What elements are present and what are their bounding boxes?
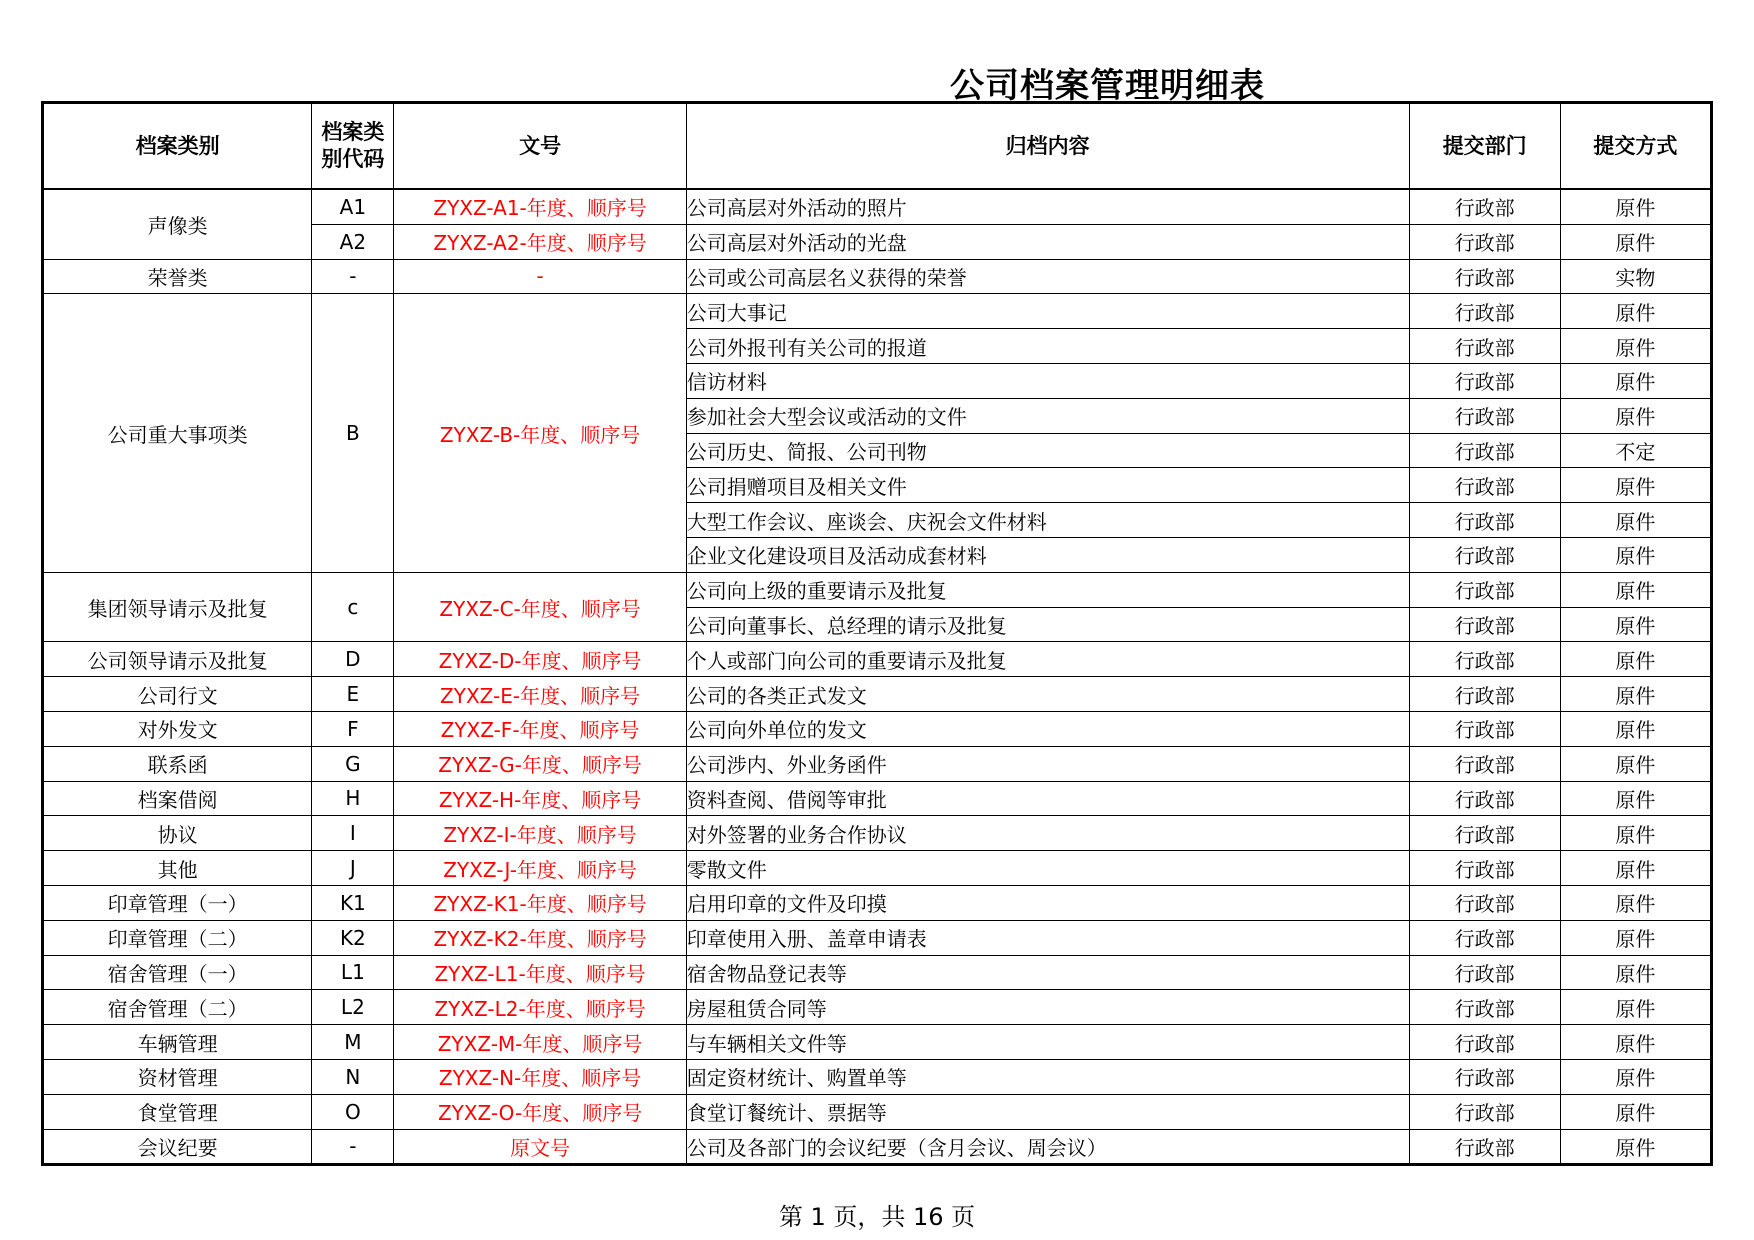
method-cell: 原件 bbox=[1560, 920, 1711, 955]
table-body bbox=[43, 189, 1712, 1165]
content-cell: 公司高层对外活动的照片 bbox=[686, 189, 1409, 224]
content-cell: 固定资材统计、购置单等 bbox=[686, 1059, 1409, 1094]
doc-no-cell: ZYXZ-H-年度、顺序号 bbox=[394, 781, 686, 816]
content-cell: 公司外报刊有关公司的报道 bbox=[686, 329, 1409, 364]
doc-no-cell: ZYXZ-J-年度、顺序号 bbox=[394, 851, 686, 886]
table-row bbox=[43, 189, 1712, 224]
category-cell: 宿舍管理（一） bbox=[43, 955, 312, 990]
content-cell: 印章使用入册、盖章申请表 bbox=[686, 920, 1409, 955]
content-cell: 公司及各部门的会议纪要（含月会议、周会议） bbox=[686, 1129, 1409, 1165]
category-code-cell: I bbox=[312, 816, 394, 851]
category-code-cell: F bbox=[312, 711, 394, 746]
department-cell: 行政部 bbox=[1409, 189, 1560, 224]
header-content: 归档内容 bbox=[686, 103, 1409, 190]
table-row bbox=[43, 259, 1712, 294]
content-cell: 与车辆相关文件等 bbox=[686, 1025, 1409, 1060]
category-cell: 其他 bbox=[43, 851, 312, 886]
department-cell: 行政部 bbox=[1409, 468, 1560, 503]
content-cell: 零散文件 bbox=[686, 851, 1409, 886]
department-cell: 行政部 bbox=[1409, 746, 1560, 781]
category-cell: 公司领导请示及批复 bbox=[43, 642, 312, 677]
category-code-cell: A1 bbox=[312, 189, 394, 224]
header-doc-no: 文号 bbox=[394, 103, 686, 190]
category-cell: 宿舍管理（二） bbox=[43, 990, 312, 1025]
doc-no-cell: ZYXZ-A1-年度、顺序号 bbox=[394, 189, 686, 224]
category-code-cell: A2 bbox=[312, 224, 394, 259]
table-row bbox=[43, 920, 1712, 955]
doc-no-cell: ZYXZ-A2-年度、顺序号 bbox=[394, 224, 686, 259]
department-cell: 行政部 bbox=[1409, 1025, 1560, 1060]
category-code-cell: L1 bbox=[312, 955, 394, 990]
page-title: 公司档案管理明细表 bbox=[950, 66, 1265, 106]
department-cell: 行政部 bbox=[1409, 537, 1560, 572]
content-cell: 参加社会大型会议或活动的文件 bbox=[686, 398, 1409, 433]
table-row bbox=[43, 1025, 1712, 1060]
method-cell: 原件 bbox=[1560, 781, 1711, 816]
content-cell: 食堂订餐统计、票据等 bbox=[686, 1094, 1409, 1129]
department-cell: 行政部 bbox=[1409, 572, 1560, 607]
method-cell: 原件 bbox=[1560, 224, 1711, 259]
department-cell: 行政部 bbox=[1409, 711, 1560, 746]
method-cell: 原件 bbox=[1560, 398, 1711, 433]
category-code-cell: L2 bbox=[312, 990, 394, 1025]
content-cell: 公司高层对外活动的光盘 bbox=[686, 224, 1409, 259]
doc-no-cell: ZYXZ-K1-年度、顺序号 bbox=[394, 885, 686, 920]
category-code-cell: O bbox=[312, 1094, 394, 1129]
category-code-cell: - bbox=[312, 1129, 394, 1165]
header-category-code: 档案类别代码 bbox=[312, 103, 394, 190]
doc-no-cell: ZYXZ-F-年度、顺序号 bbox=[394, 711, 686, 746]
content-cell: 公司的各类正式发文 bbox=[686, 677, 1409, 712]
archive-table bbox=[41, 101, 1713, 1166]
category-cell: 声像类 bbox=[43, 189, 312, 259]
category-code-cell: E bbox=[312, 677, 394, 712]
category-cell: 公司行文 bbox=[43, 677, 312, 712]
category-code-cell: c bbox=[312, 572, 394, 642]
table-row bbox=[43, 885, 1712, 920]
category-cell: 集团领导请示及批复 bbox=[43, 572, 312, 642]
content-cell: 公司大事记 bbox=[686, 294, 1409, 329]
department-cell: 行政部 bbox=[1409, 294, 1560, 329]
category-cell: 荣誉类 bbox=[43, 259, 312, 294]
department-cell: 行政部 bbox=[1409, 851, 1560, 886]
doc-no-cell: 原文号 bbox=[394, 1129, 686, 1165]
table-row bbox=[43, 572, 1712, 607]
department-cell: 行政部 bbox=[1409, 259, 1560, 294]
method-cell: 原件 bbox=[1560, 1129, 1711, 1165]
category-code-cell: N bbox=[312, 1059, 394, 1094]
method-cell: 原件 bbox=[1560, 851, 1711, 886]
category-cell: 协议 bbox=[43, 816, 312, 851]
method-cell: 原件 bbox=[1560, 1094, 1711, 1129]
category-code-cell: G bbox=[312, 746, 394, 781]
doc-no-cell: ZYXZ-G-年度、顺序号 bbox=[394, 746, 686, 781]
category-code-cell: D bbox=[312, 642, 394, 677]
content-cell: 宿舍物品登记表等 bbox=[686, 955, 1409, 990]
method-cell: 原件 bbox=[1560, 885, 1711, 920]
method-cell: 原件 bbox=[1560, 1025, 1711, 1060]
table-row bbox=[43, 1129, 1712, 1165]
table-row bbox=[43, 816, 1712, 851]
department-cell: 行政部 bbox=[1409, 1094, 1560, 1129]
doc-no-cell: ZYXZ-M-年度、顺序号 bbox=[394, 1025, 686, 1060]
content-cell: 信访材料 bbox=[686, 363, 1409, 398]
category-code-cell: K2 bbox=[312, 920, 394, 955]
content-cell: 房屋租赁合同等 bbox=[686, 990, 1409, 1025]
content-cell: 个人或部门向公司的重要请示及批复 bbox=[686, 642, 1409, 677]
table-row bbox=[43, 642, 1712, 677]
department-cell: 行政部 bbox=[1409, 224, 1560, 259]
department-cell: 行政部 bbox=[1409, 607, 1560, 642]
table-row bbox=[43, 1059, 1712, 1094]
department-cell: 行政部 bbox=[1409, 329, 1560, 364]
category-cell: 印章管理（一） bbox=[43, 885, 312, 920]
department-cell: 行政部 bbox=[1409, 885, 1560, 920]
department-cell: 行政部 bbox=[1409, 1129, 1560, 1165]
doc-no-cell: ZYXZ-C-年度、顺序号 bbox=[394, 572, 686, 642]
method-cell: 原件 bbox=[1560, 642, 1711, 677]
doc-no-cell: ZYXZ-L2-年度、顺序号 bbox=[394, 990, 686, 1025]
category-cell: 对外发文 bbox=[43, 711, 312, 746]
category-code-cell: H bbox=[312, 781, 394, 816]
content-cell: 公司或公司高层名义获得的荣誉 bbox=[686, 259, 1409, 294]
method-cell: 原件 bbox=[1560, 816, 1711, 851]
header-row bbox=[43, 103, 1712, 190]
doc-no-cell: ZYXZ-B-年度、顺序号 bbox=[394, 294, 686, 572]
content-cell: 公司向外单位的发文 bbox=[686, 711, 1409, 746]
category-cell: 联系函 bbox=[43, 746, 312, 781]
doc-no-cell: ZYXZ-K2-年度、顺序号 bbox=[394, 920, 686, 955]
doc-no-cell: - bbox=[394, 259, 686, 294]
doc-no-cell: ZYXZ-L1-年度、顺序号 bbox=[394, 955, 686, 990]
header-department: 提交部门 bbox=[1409, 103, 1560, 190]
category-code-cell: K1 bbox=[312, 885, 394, 920]
table-row bbox=[43, 851, 1712, 886]
doc-no-cell: ZYXZ-D-年度、顺序号 bbox=[394, 642, 686, 677]
category-code-cell: B bbox=[312, 294, 394, 572]
department-cell: 行政部 bbox=[1409, 433, 1560, 468]
table-row bbox=[43, 746, 1712, 781]
department-cell: 行政部 bbox=[1409, 920, 1560, 955]
method-cell: 原件 bbox=[1560, 468, 1711, 503]
method-cell: 原件 bbox=[1560, 677, 1711, 712]
doc-no-cell: ZYXZ-I-年度、顺序号 bbox=[394, 816, 686, 851]
method-cell: 原件 bbox=[1560, 294, 1711, 329]
method-cell: 原件 bbox=[1560, 711, 1711, 746]
category-cell: 公司重大事项类 bbox=[43, 294, 312, 572]
category-cell: 资材管理 bbox=[43, 1059, 312, 1094]
department-cell: 行政部 bbox=[1409, 677, 1560, 712]
table-row bbox=[43, 781, 1712, 816]
department-cell: 行政部 bbox=[1409, 816, 1560, 851]
table-row bbox=[43, 990, 1712, 1025]
method-cell: 原件 bbox=[1560, 607, 1711, 642]
category-code-cell: M bbox=[312, 1025, 394, 1060]
method-cell: 原件 bbox=[1560, 572, 1711, 607]
department-cell: 行政部 bbox=[1409, 955, 1560, 990]
department-cell: 行政部 bbox=[1409, 990, 1560, 1025]
category-cell: 车辆管理 bbox=[43, 1025, 312, 1060]
content-cell: 公司捐赠项目及相关文件 bbox=[686, 468, 1409, 503]
department-cell: 行政部 bbox=[1409, 642, 1560, 677]
method-cell: 原件 bbox=[1560, 990, 1711, 1025]
category-code-cell: - bbox=[312, 259, 394, 294]
method-cell: 原件 bbox=[1560, 955, 1711, 990]
department-cell: 行政部 bbox=[1409, 1059, 1560, 1094]
doc-no-cell: ZYXZ-E-年度、顺序号 bbox=[394, 677, 686, 712]
table-row bbox=[43, 1094, 1712, 1129]
content-cell: 对外签署的业务合作协议 bbox=[686, 816, 1409, 851]
category-cell: 印章管理（二） bbox=[43, 920, 312, 955]
page-footer: 第 1 页，共 16 页 bbox=[778, 1203, 976, 1231]
table-row bbox=[43, 711, 1712, 746]
category-cell: 会议纪要 bbox=[43, 1129, 312, 1165]
table-row bbox=[43, 677, 1712, 712]
category-cell: 食堂管理 bbox=[43, 1094, 312, 1129]
content-cell: 启用印章的文件及印摸 bbox=[686, 885, 1409, 920]
category-cell: 档案借阅 bbox=[43, 781, 312, 816]
content-cell: 资料查阅、借阅等审批 bbox=[686, 781, 1409, 816]
department-cell: 行政部 bbox=[1409, 363, 1560, 398]
content-cell: 大型工作会议、座谈会、庆祝会文件材料 bbox=[686, 503, 1409, 538]
doc-no-cell: ZYXZ-O-年度、顺序号 bbox=[394, 1094, 686, 1129]
method-cell: 不定 bbox=[1560, 433, 1711, 468]
content-cell: 企业文化建设项目及活动成套材料 bbox=[686, 537, 1409, 572]
content-cell: 公司历史、简报、公司刊物 bbox=[686, 433, 1409, 468]
method-cell: 原件 bbox=[1560, 503, 1711, 538]
department-cell: 行政部 bbox=[1409, 398, 1560, 433]
method-cell: 原件 bbox=[1560, 537, 1711, 572]
table-row bbox=[43, 294, 1712, 329]
department-cell: 行政部 bbox=[1409, 781, 1560, 816]
category-code-cell: J bbox=[312, 851, 394, 886]
content-cell: 公司向董事长、总经理的请示及批复 bbox=[686, 607, 1409, 642]
method-cell: 原件 bbox=[1560, 189, 1711, 224]
method-cell: 原件 bbox=[1560, 1059, 1711, 1094]
content-cell: 公司涉内、外业务函件 bbox=[686, 746, 1409, 781]
method-cell: 原件 bbox=[1560, 746, 1711, 781]
method-cell: 实物 bbox=[1560, 259, 1711, 294]
department-cell: 行政部 bbox=[1409, 503, 1560, 538]
header-category: 档案类别 bbox=[43, 103, 312, 190]
doc-no-cell: ZYXZ-N-年度、顺序号 bbox=[394, 1059, 686, 1094]
method-cell: 原件 bbox=[1560, 329, 1711, 364]
header-method: 提交方式 bbox=[1560, 103, 1711, 190]
table-row bbox=[43, 955, 1712, 990]
content-cell: 公司向上级的重要请示及批复 bbox=[686, 572, 1409, 607]
method-cell: 原件 bbox=[1560, 363, 1711, 398]
